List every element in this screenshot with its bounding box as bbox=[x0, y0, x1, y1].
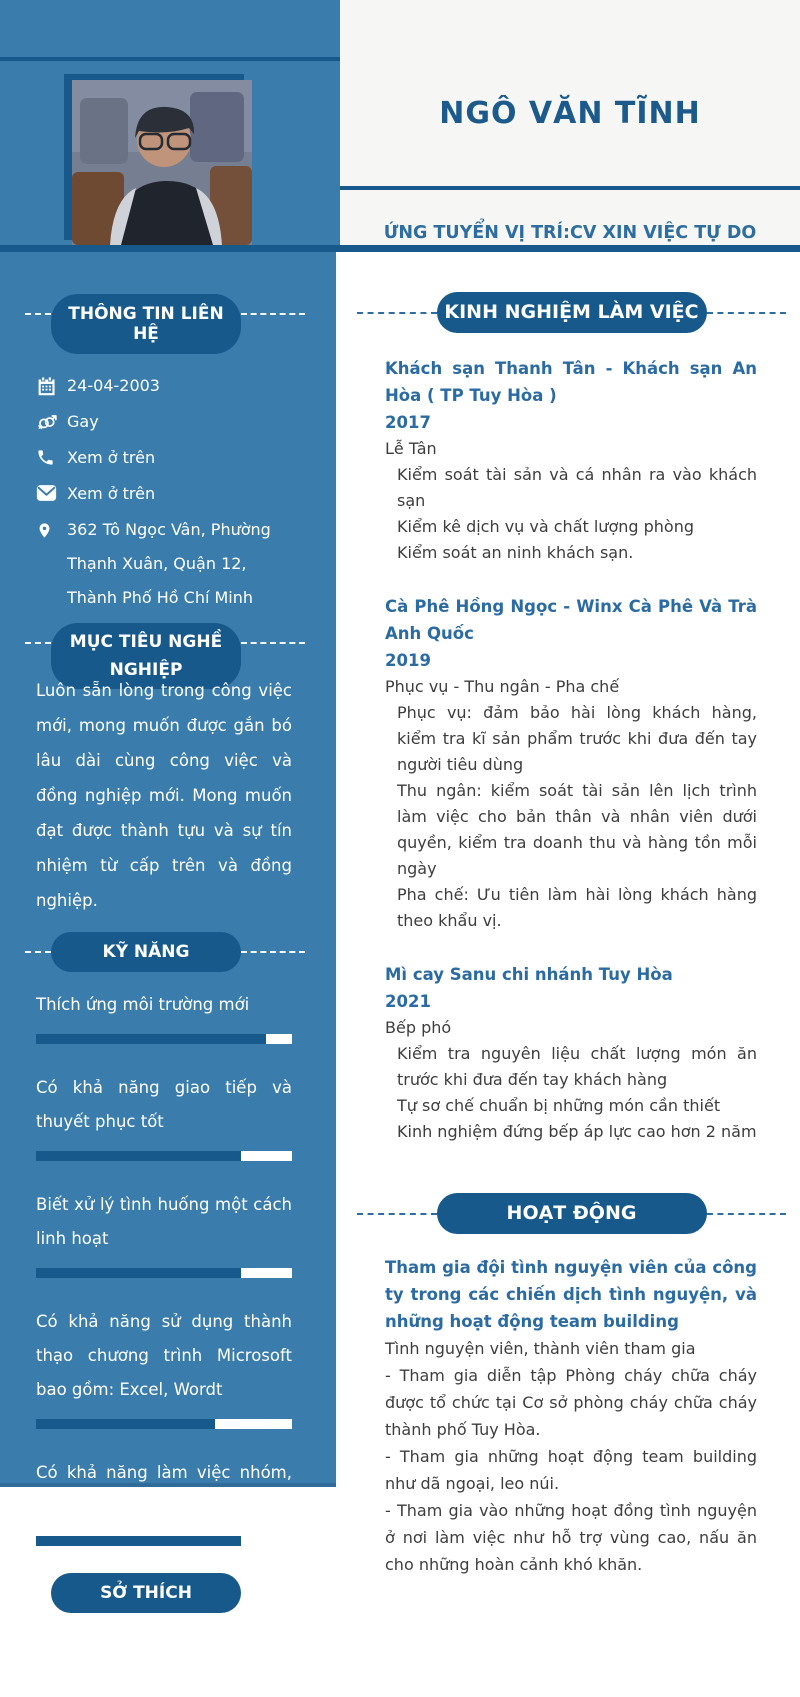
skill-progress-bar bbox=[36, 1536, 292, 1546]
contact-list bbox=[36, 369, 296, 615]
skills-section-header bbox=[25, 932, 305, 972]
job-detail: Kinh nghiệm đứng bếp áp lực cao hơn 2 năm bbox=[397, 1122, 757, 1141]
skill-progress-fill bbox=[36, 1034, 266, 1044]
gender-value: Gay bbox=[67, 412, 99, 431]
phone-icon bbox=[36, 441, 58, 475]
photo-band bbox=[0, 61, 340, 245]
activities-section-title: HOẠT ĐỘNG bbox=[437, 1193, 707, 1234]
job-detail: Kiểm soát tài sản và cá nhân ra vào khách sạn bbox=[397, 465, 757, 510]
job-year: 2021 bbox=[385, 992, 431, 1011]
job-year: 2019 bbox=[385, 651, 431, 670]
job-role: Phục vụ - Thu ngân - Pha chế bbox=[385, 677, 620, 696]
dashed-line bbox=[707, 312, 787, 314]
hobbies-section-header bbox=[25, 1573, 305, 1613]
activity-line: - Tham gia vào những hoạt đồng tình nguyện ở nơi làm việc như hỗ trợ vùng cao, nấu ăn cho những hoàn cảnh khó khăn. bbox=[385, 1501, 757, 1574]
skills-section-title: KỸ NĂNG bbox=[51, 932, 241, 972]
contact-row-birthday bbox=[36, 369, 296, 403]
experience-section-title: KINH NGHIỆM LÀM VIỆC bbox=[437, 292, 707, 333]
job-detail: Tự sơ chế chuẩn bị những món cần thiết bbox=[397, 1096, 721, 1115]
activity-entry bbox=[385, 1254, 757, 1578]
job-detail: Pha chế: Ưu tiên làm hài lòng khách hàng theo khẩu vị. bbox=[397, 885, 757, 930]
job-role: Bếp phó bbox=[385, 1018, 452, 1037]
skill-progress-bar bbox=[36, 1034, 292, 1044]
skill-item bbox=[36, 1188, 292, 1278]
skill-item bbox=[36, 1456, 292, 1546]
applied-position: ỨNG TUYỂN VỊ TRÍ:CV XIN VIỆC TỰ DO bbox=[383, 223, 757, 243]
dashed-line bbox=[25, 951, 51, 953]
job-company: Cà Phê Hồng Ngọc - Winx Cà Phê Và Trà Anh Quốc bbox=[385, 597, 757, 643]
calendar-icon bbox=[36, 369, 58, 403]
location-icon bbox=[36, 513, 58, 615]
skill-progress-fill bbox=[36, 1151, 241, 1161]
top-banner bbox=[0, 0, 340, 61]
activity-line: Tình nguyện viên, thành viên tham gia bbox=[385, 1339, 696, 1358]
job-detail: Kiểm soát an ninh khách sạn. bbox=[397, 543, 634, 562]
experience-section-header bbox=[357, 292, 786, 333]
skill-progress-bar bbox=[36, 1268, 292, 1278]
profile-photo bbox=[72, 80, 252, 245]
contact-row-phone bbox=[36, 441, 296, 475]
job-entry bbox=[385, 593, 757, 934]
dashed-line bbox=[25, 1592, 51, 1594]
skill-item bbox=[36, 1305, 292, 1429]
activity-heading: Tham gia đội tình nguyện viên của công ty trong các chiến dịch tình nguyện, và những hoạt động team building bbox=[385, 1258, 757, 1331]
job-detail: Kiểm kê dịch vụ và chất lượng phòng bbox=[397, 517, 694, 536]
activities-section-header bbox=[357, 1193, 786, 1234]
dashed-line bbox=[241, 642, 305, 644]
job-entry bbox=[385, 961, 757, 1145]
hobbies-section-title: SỞ THÍCH bbox=[51, 1573, 241, 1613]
objective-text: Luôn sẵn lòng trong công việc mới, mong muốn được gắn bó lâu dài cùng công việc và đồng nghiệp mới. Mong muốn đạt được thành tựu và sự tín nhiệm từ cấp trên và đồng nghiệp. bbox=[36, 681, 292, 910]
name-underline bbox=[340, 186, 800, 190]
dashed-line bbox=[241, 1592, 305, 1594]
profile-photo-illustration bbox=[72, 80, 252, 245]
skill-progress-fill bbox=[36, 1419, 215, 1429]
skill-label: Có khả năng giao tiếp và thuyết phục tốt bbox=[36, 1078, 292, 1131]
job-company: Khách sạn Thanh Tân - Khách sạn An Hòa ( TP Tuy Hòa ) bbox=[385, 359, 757, 405]
contact-row-email bbox=[36, 477, 296, 511]
skills-list bbox=[36, 988, 292, 1546]
dashed-line bbox=[357, 312, 437, 314]
skill-progress-fill bbox=[36, 1536, 241, 1546]
skill-label: Có khả năng sử dụng thành thạo chương trình Microsoft bao gồm: Excel, Wordt bbox=[36, 1312, 292, 1399]
job-detail: Thu ngân: kiểm soát tài sản lên lịch trình làm việc cho bản thân và nhân viên dưới quyền, kiểm tra doanh thu và hàng tồn mỗi ngày bbox=[397, 781, 757, 878]
job-role: Lễ Tân bbox=[385, 439, 437, 458]
contact-section-header bbox=[25, 294, 305, 354]
dashed-line bbox=[707, 1213, 787, 1215]
job-company: Mì cay Sanu chi nhánh Tuy Hòa bbox=[385, 965, 673, 984]
gender-icon bbox=[36, 405, 58, 439]
email-icon bbox=[36, 477, 58, 511]
main-column bbox=[336, 252, 800, 1574]
activity-line: - Tham gia những hoạt động team building như dã ngoại, leo núi. bbox=[385, 1447, 757, 1493]
sidebar bbox=[0, 252, 336, 1689]
activity-line: - Tham gia diễn tập Phòng cháy chữa cháy được tổ chức tại Cơ sở phòng cháy chữa cháy thành phố Tuy Hòa. bbox=[385, 1366, 757, 1439]
dashed-line bbox=[357, 1213, 437, 1215]
skill-label: Có khả năng làm việc nhóm, chịu được áp lực công việc cao bbox=[36, 1463, 292, 1516]
email-value: Xem ở trên bbox=[67, 484, 156, 503]
header-divider bbox=[0, 245, 800, 252]
skill-progress-bar bbox=[36, 1419, 292, 1429]
contact-row-gender bbox=[36, 405, 296, 439]
phone-value: Xem ở trên bbox=[67, 448, 156, 467]
skill-label: Biết xử lý tình huống một cách linh hoạt bbox=[36, 1195, 292, 1248]
objective-section-title: MỤC TIÊU NGHỀ NGHIỆP bbox=[51, 623, 241, 689]
hobbies-text: - Du lịch- Ca hát- Tham gia vào các hoạt động tập thể bbox=[36, 1635, 292, 1689]
skill-item bbox=[36, 988, 292, 1044]
contact-row-address bbox=[36, 513, 296, 615]
candidate-name: NGÔ VĂN TĨNH bbox=[439, 96, 701, 131]
skill-item bbox=[36, 1071, 292, 1161]
job-detail: Phục vụ: đảm bảo hài lòng khách hàng, kiểm tra kĩ sản phẩm trước khi đưa đến tay người tiêu dùng bbox=[397, 703, 757, 774]
job-year: 2017 bbox=[385, 413, 431, 432]
skill-progress-fill bbox=[36, 1268, 241, 1278]
dashed-line bbox=[241, 313, 305, 315]
header bbox=[340, 0, 800, 245]
contact-section-title: THÔNG TIN LIÊN HỆ bbox=[51, 294, 241, 354]
birthday-value: 24-04-2003 bbox=[67, 376, 160, 395]
job-entry bbox=[385, 355, 757, 566]
skill-label: Thích ứng môi trường mới bbox=[36, 995, 250, 1014]
dashed-line bbox=[241, 951, 305, 953]
dashed-line bbox=[25, 642, 51, 644]
address-value: 362 Tô Ngọc Vân, Phường Thạnh Xuân, Quận 12, Thành Phố Hồ Chí Minh bbox=[67, 520, 271, 607]
skill-progress-bar bbox=[36, 1151, 292, 1161]
dashed-line bbox=[25, 313, 51, 315]
job-detail: Kiểm tra nguyên liệu chất lượng món ăn trước khi đưa đến tay khách hàng bbox=[397, 1044, 757, 1089]
